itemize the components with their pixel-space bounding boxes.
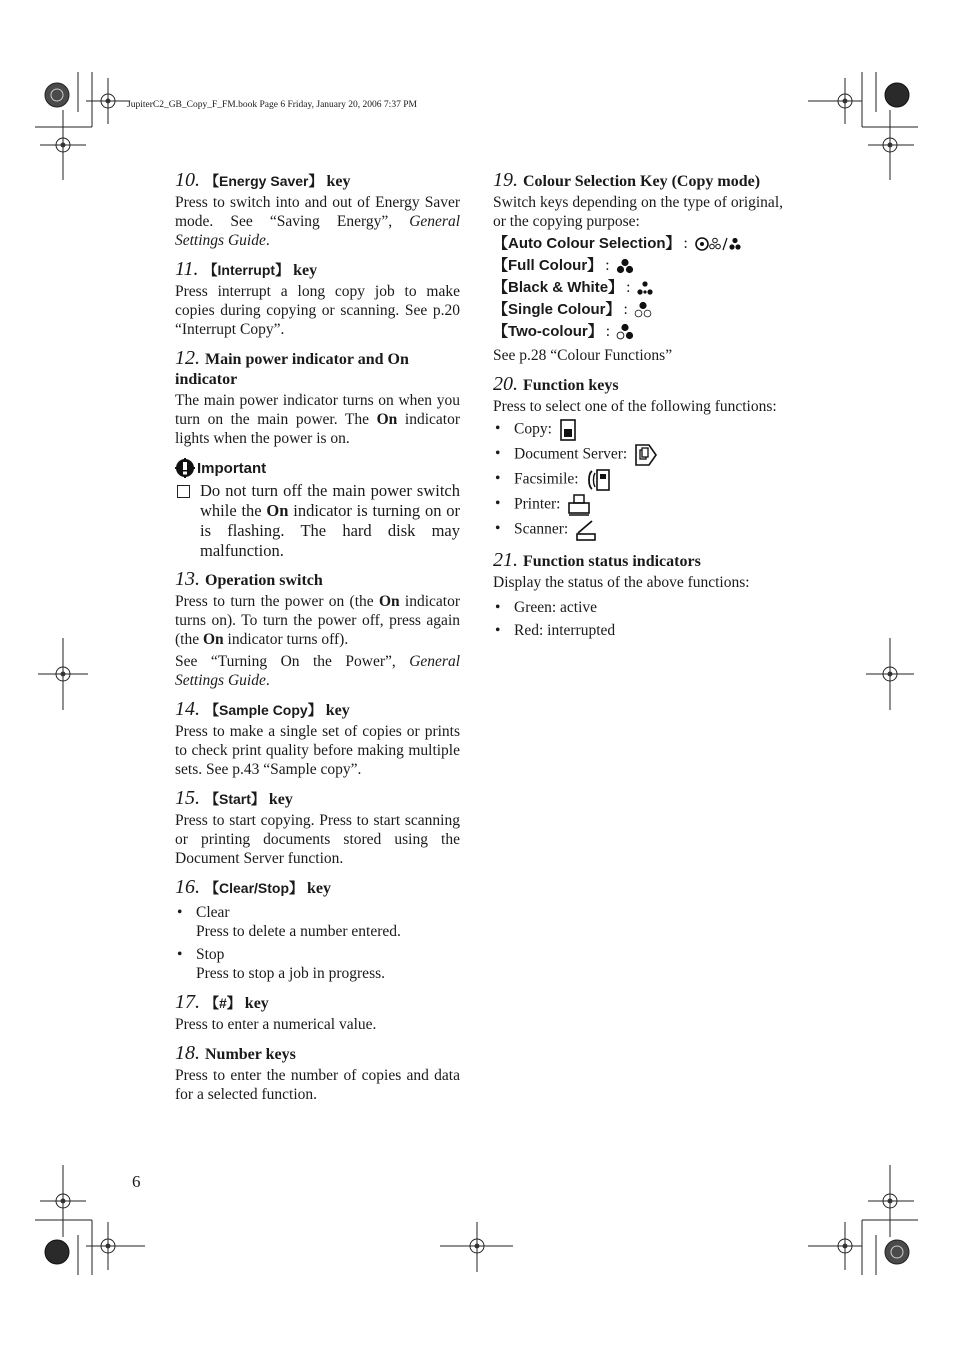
clear-stop-list [175,903,460,983]
two-colour-icon [616,323,634,341]
section-19 [493,170,783,365]
section-12-heading: 12. Main power indicator and On indicator [175,347,409,388]
section-19-see-reference: See p.28 “Colour Functions” [493,347,673,364]
hash-key-label: # [219,995,227,1011]
section-21 [493,550,783,640]
list-item: • Printer: [493,494,783,516]
page-number: 6 [132,1172,141,1191]
section-14-body: Press to make a single set of copies or prints to check print quality before making multiple sets. See p.43 “Sample copy”. [175,723,460,778]
section-12 [175,348,460,448]
section-19-heading: 19. Colour Selection Key (Copy mode) [493,169,761,191]
section-20-body: Press to select one of the following functions: [493,398,777,415]
mode-black-white: 【Black & White】 : [493,277,783,299]
facsimile-icon [585,469,611,491]
list-item: • Copy: [493,419,783,441]
right-column [493,170,783,649]
section-10 [175,170,460,250]
section-20 [493,374,783,541]
section-10-heading: 10. 【Energy Saver】 key [175,169,351,191]
book-header-line: JupiterC2_GB_Copy_F_FM.book Page 6 Friday, January 20, 2006 7:37 PM [127,100,417,110]
clear-stop-key-label: Clear/Stop [219,880,290,896]
full-colour-icon [616,258,634,274]
left-column [175,170,460,1113]
function-keys-list [493,419,783,541]
single-colour-icon [634,301,652,319]
section-20-heading: 20. Function keys [493,373,619,395]
status-indicator-list [493,598,783,640]
start-key-label: Start [219,791,251,807]
section-12-body: The main power indicator turns on when you turn on the main power. The On indicator lights when the power is on. [175,392,461,447]
list-item: • Clear Press to delete a number entered. [175,903,460,941]
section-13-heading: 13. Operation switch [175,568,323,590]
important-notice-title: Important [175,458,460,478]
list-item: • Stop Press to stop a job in progress. [175,945,460,983]
section-18-body: Press to enter the number of copies and data for a selected function. [175,1067,460,1103]
list-item: • Green: active [493,598,783,617]
mode-two-colour: 【Two-colour】 : [493,321,783,343]
section-16 [175,877,460,983]
list-item: • Document Server: [493,444,783,466]
interrupt-key-label: Interrupt [217,262,276,278]
printer-icon [567,494,591,516]
section-11-body: Press interrupt a long copy job to make copies during copying or scanning. See p.20 “Interrupt Copy”. [175,283,460,338]
list-item: • Red: interrupted [493,621,783,640]
important-icon [175,458,195,478]
mode-single-colour: 【Single Colour】 : [493,299,783,321]
mode-auto-colour: 【Auto Colour Selection】 : [493,233,783,255]
checkbox-bullet-icon [177,485,190,498]
section-14-heading: 14. 【Sample Copy】 key [175,698,350,720]
list-item: • Facsimile: [493,469,783,491]
section-11 [175,259,460,339]
black-white-icon [636,280,654,296]
section-15-body: Press to start copying. Press to start scanning or printing documents stored using the Document Server function. [175,812,460,867]
section-13 [175,569,460,690]
scanner-icon [575,519,597,541]
energy-saver-key-label: Energy Saver [219,173,309,189]
list-item: • Scanner: [493,519,783,541]
auto-colour-icon [694,236,744,252]
section-17-body: Press to enter a numerical value. [175,1016,377,1033]
section-13-body: Press to turn the power on (the On indicator turns on). To turn the power off, press again (the On indicator turns off). [175,593,460,648]
section-11-heading: 11. 【Interrupt】 key [175,258,318,280]
important-notice-body: Do not turn off the main power switch while the On indicator is turning on or is flashing. The hard disk may malfunction. [175,481,460,561]
section-10-body: Press to switch into and out of Energy Saver mode. See “Saving Energy”, General Settings Guide. [175,194,460,249]
section-14 [175,699,460,779]
section-19-body: Switch keys depending on the type of original, or the copying purpose: [493,194,783,230]
section-21-body: Display the status of the above functions: [493,574,750,591]
sample-copy-key-label: Sample Copy [219,702,308,718]
section-21-heading: 21. Function status indicators [493,549,701,571]
document-server-icon [634,444,658,466]
section-18-heading: 18. Number keys [175,1042,296,1064]
section-15-heading: 15. 【Start】 key [175,787,293,809]
mode-full-colour: 【Full Colour】 : [493,255,783,277]
section-18 [175,1043,460,1104]
section-13-reference: See “Turning On the Power”, General Settings Guide. [175,653,460,689]
section-17-heading: 17. 【#】 key [175,991,269,1013]
section-15 [175,788,460,868]
copy-icon [559,419,577,441]
section-17 [175,992,460,1034]
section-16-heading: 16. 【Clear/Stop】 key [175,876,332,898]
